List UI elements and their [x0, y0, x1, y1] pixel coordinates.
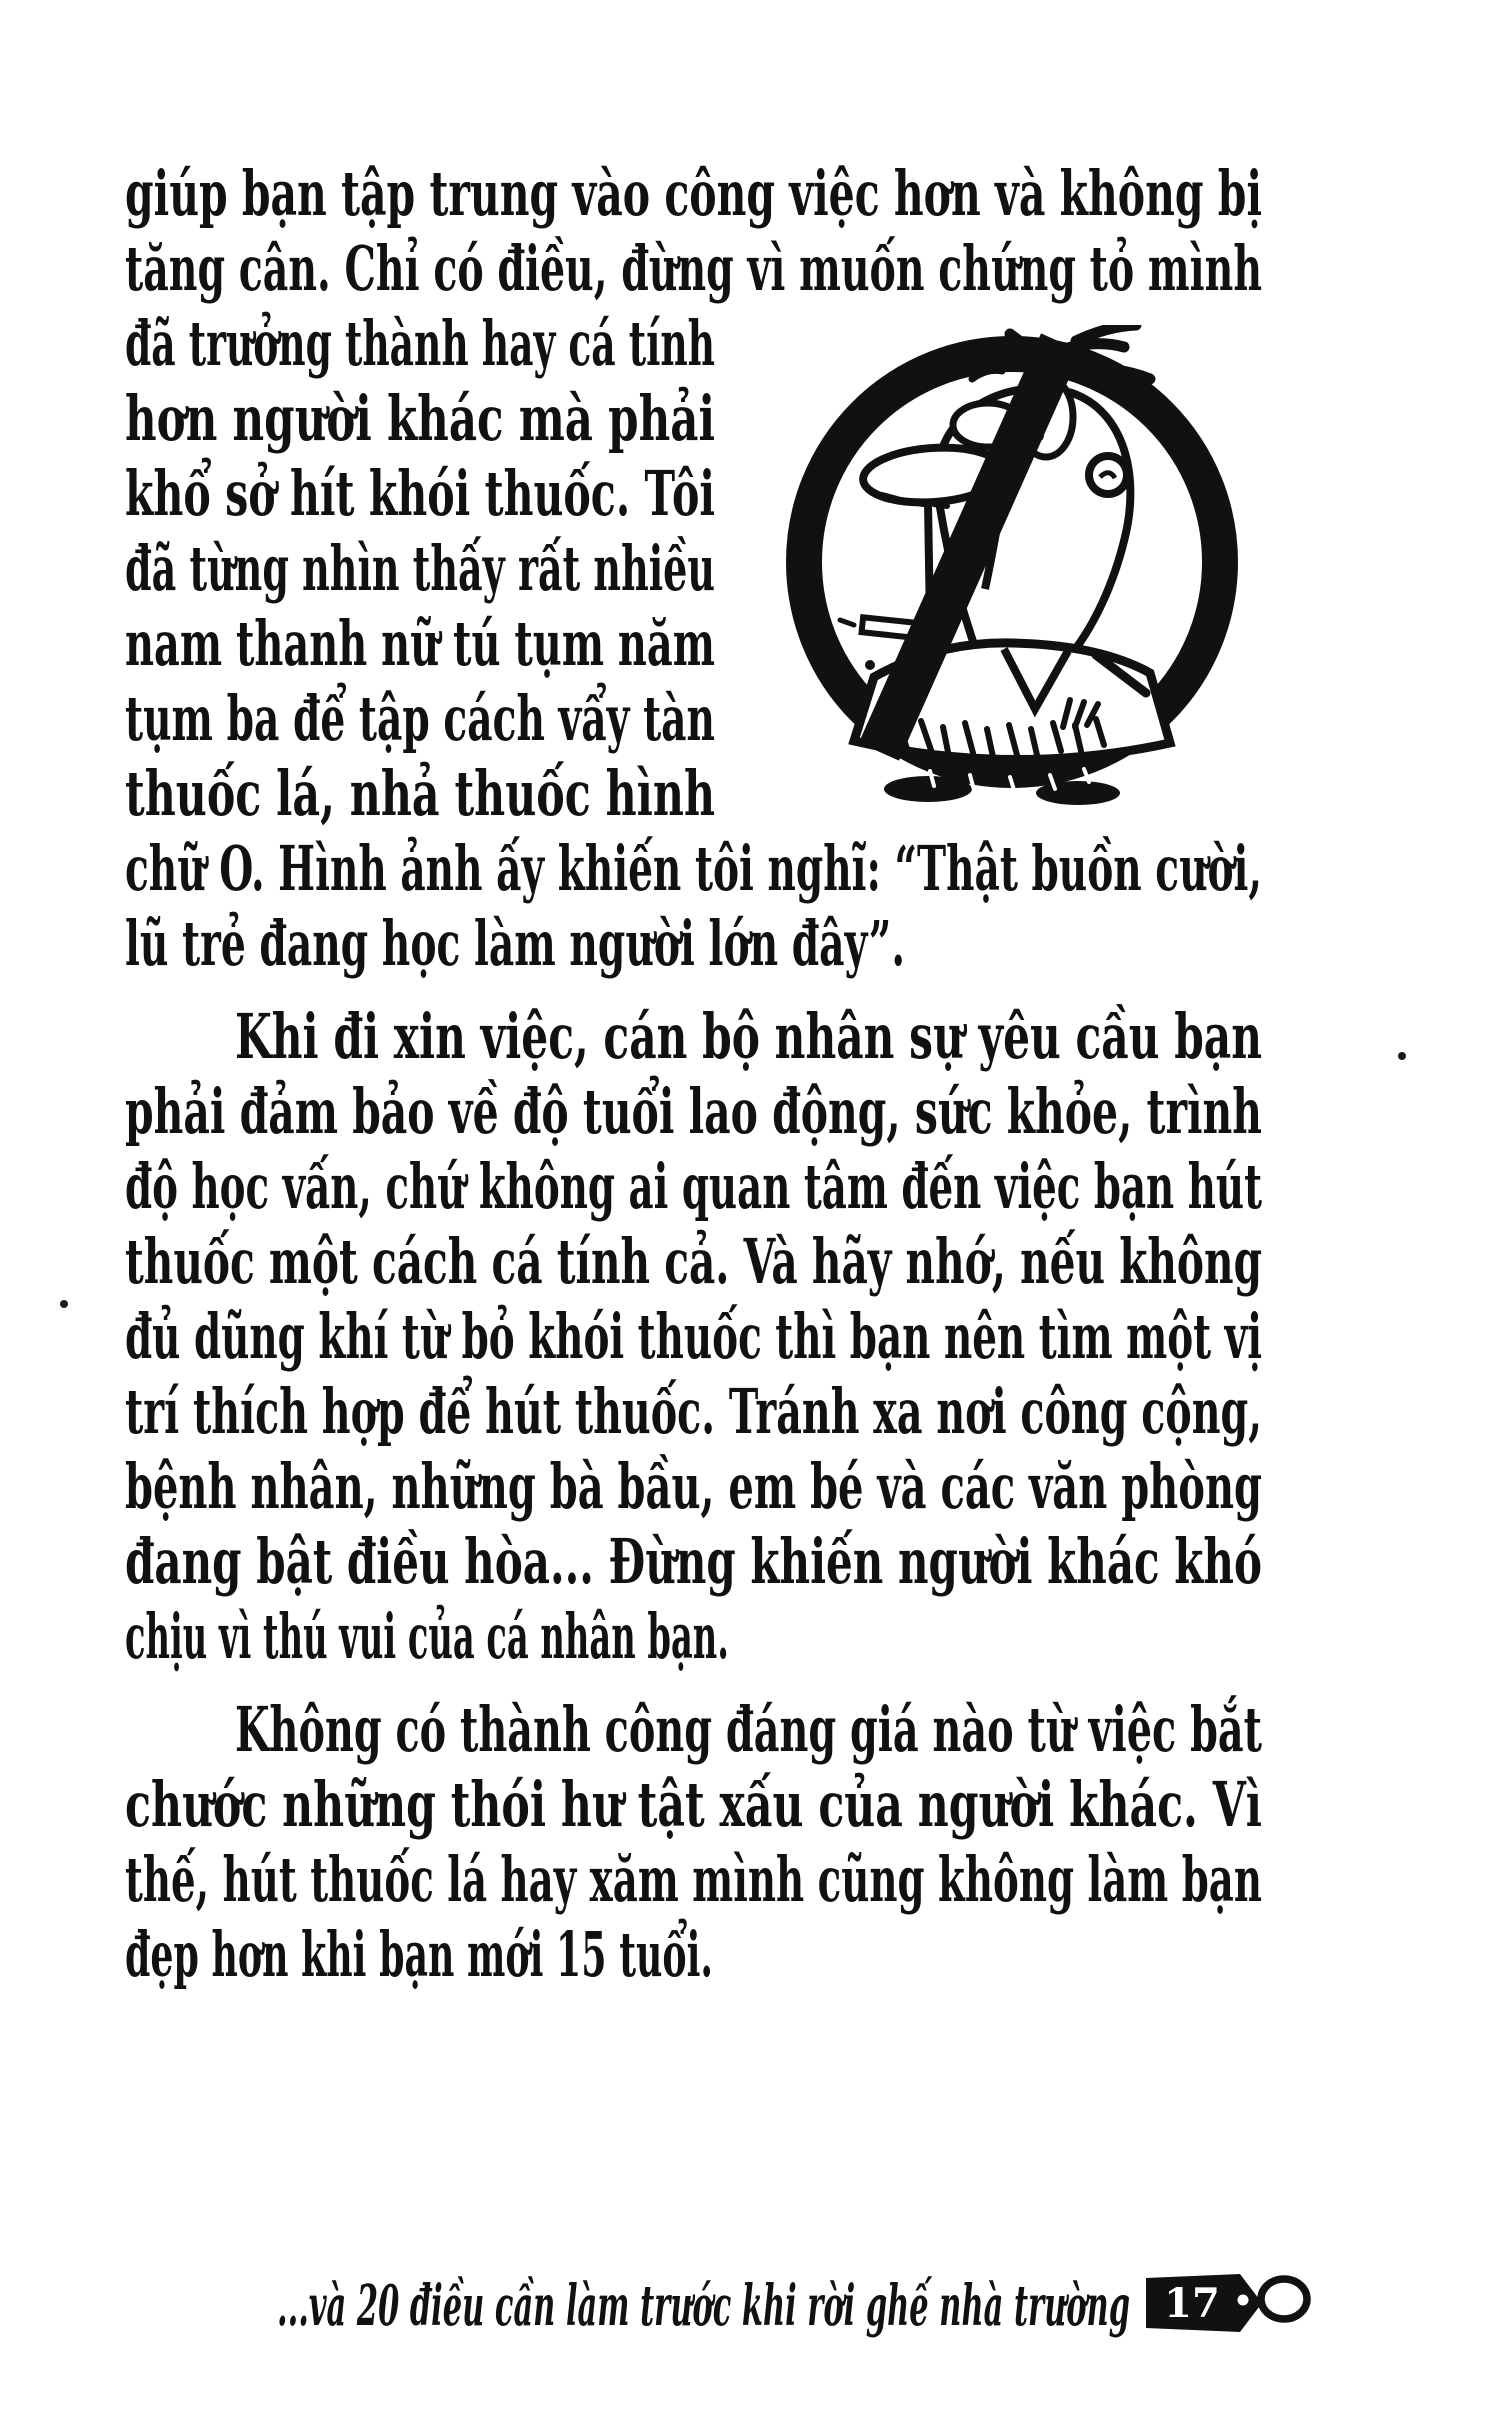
text-line: độ học vấn, chứ không ai quan tâm đến việc bạn hút	[125, 1150, 1262, 1223]
text-line: thế, hút thuốc lá hay xăm mình cũng không làm bạn	[125, 1843, 1262, 1916]
text-line: Khi đi xin việc, cán bộ nhân sự yêu cầu bạn	[235, 1000, 1262, 1073]
text-line: nam thanh nữ tú tụm năm	[125, 607, 715, 680]
page-number-tag	[1140, 2272, 1320, 2336]
ash-drip	[865, 660, 875, 670]
text-line: đã từng nhìn thấy rất nhiều	[125, 532, 715, 605]
no-smoking-illustration	[778, 325, 1243, 805]
text-line: giúp bạn tập trung vào công việc hơn và không bị	[125, 157, 1262, 230]
page-number: 17	[1164, 2280, 1220, 2327]
tag-loop	[1261, 2279, 1307, 2319]
cigarette-tip	[840, 620, 854, 625]
text-line: đã trưởng thành hay cá tính	[125, 307, 715, 380]
text-line: đủ dũng khí từ bỏ khói thuốc thì bạn nên tìm một vị	[125, 1300, 1262, 1373]
footer-running-title: ...và 20 điều cần làm trước khi rời ghế nhà trường	[277, 2273, 1130, 2339]
text-line: đẹp hơn khi bạn mới 15 tuổi.	[125, 1918, 713, 1991]
text-line: khổ sở hít khói thuốc. Tôi	[125, 457, 715, 530]
tag-hole	[1238, 2295, 1249, 2306]
text-line: chước những thói hư tật xấu của người khác. Vì	[125, 1768, 1262, 1841]
text-line: phải đảm bảo về độ tuổi lao động, sức khỏe, trình	[125, 1075, 1262, 1148]
text-line: trí thích hợp để hút thuốc. Tránh xa nơi công cộng,	[125, 1375, 1262, 1448]
text-line: thuốc lá, nhả thuốc hình	[125, 757, 715, 830]
text-line: đang bật điều hòa... Đừng khiến người khác khó	[125, 1525, 1262, 1598]
text-line: lũ trẻ đang học làm người lớn đây”.	[125, 907, 905, 980]
text-line: Không có thành công đáng giá nào từ việc bắt	[235, 1693, 1262, 1766]
text-line: thuốc một cách cá tính cả. Và hãy nhớ, nếu không	[125, 1225, 1262, 1298]
text-line: chịu vì thú vui của cá nhân bạn.	[125, 1600, 729, 1673]
text-line: tụm ba để tập cách vẩy tàn	[125, 682, 715, 755]
text-line: bệnh nhân, những bà bầu, em bé và các văn phòng	[125, 1450, 1262, 1523]
text-line: tăng cân. Chỉ có điều, đừng vì muốn chứng tỏ mình	[125, 232, 1262, 305]
ink-speck	[1398, 1052, 1406, 1060]
ink-speck	[60, 1300, 68, 1308]
text-line: hơn người khác mà phải	[125, 382, 715, 455]
text-line: chữ O. Hình ảnh ấy khiến tôi nghĩ: “Thật buồn cười,	[125, 832, 1262, 905]
